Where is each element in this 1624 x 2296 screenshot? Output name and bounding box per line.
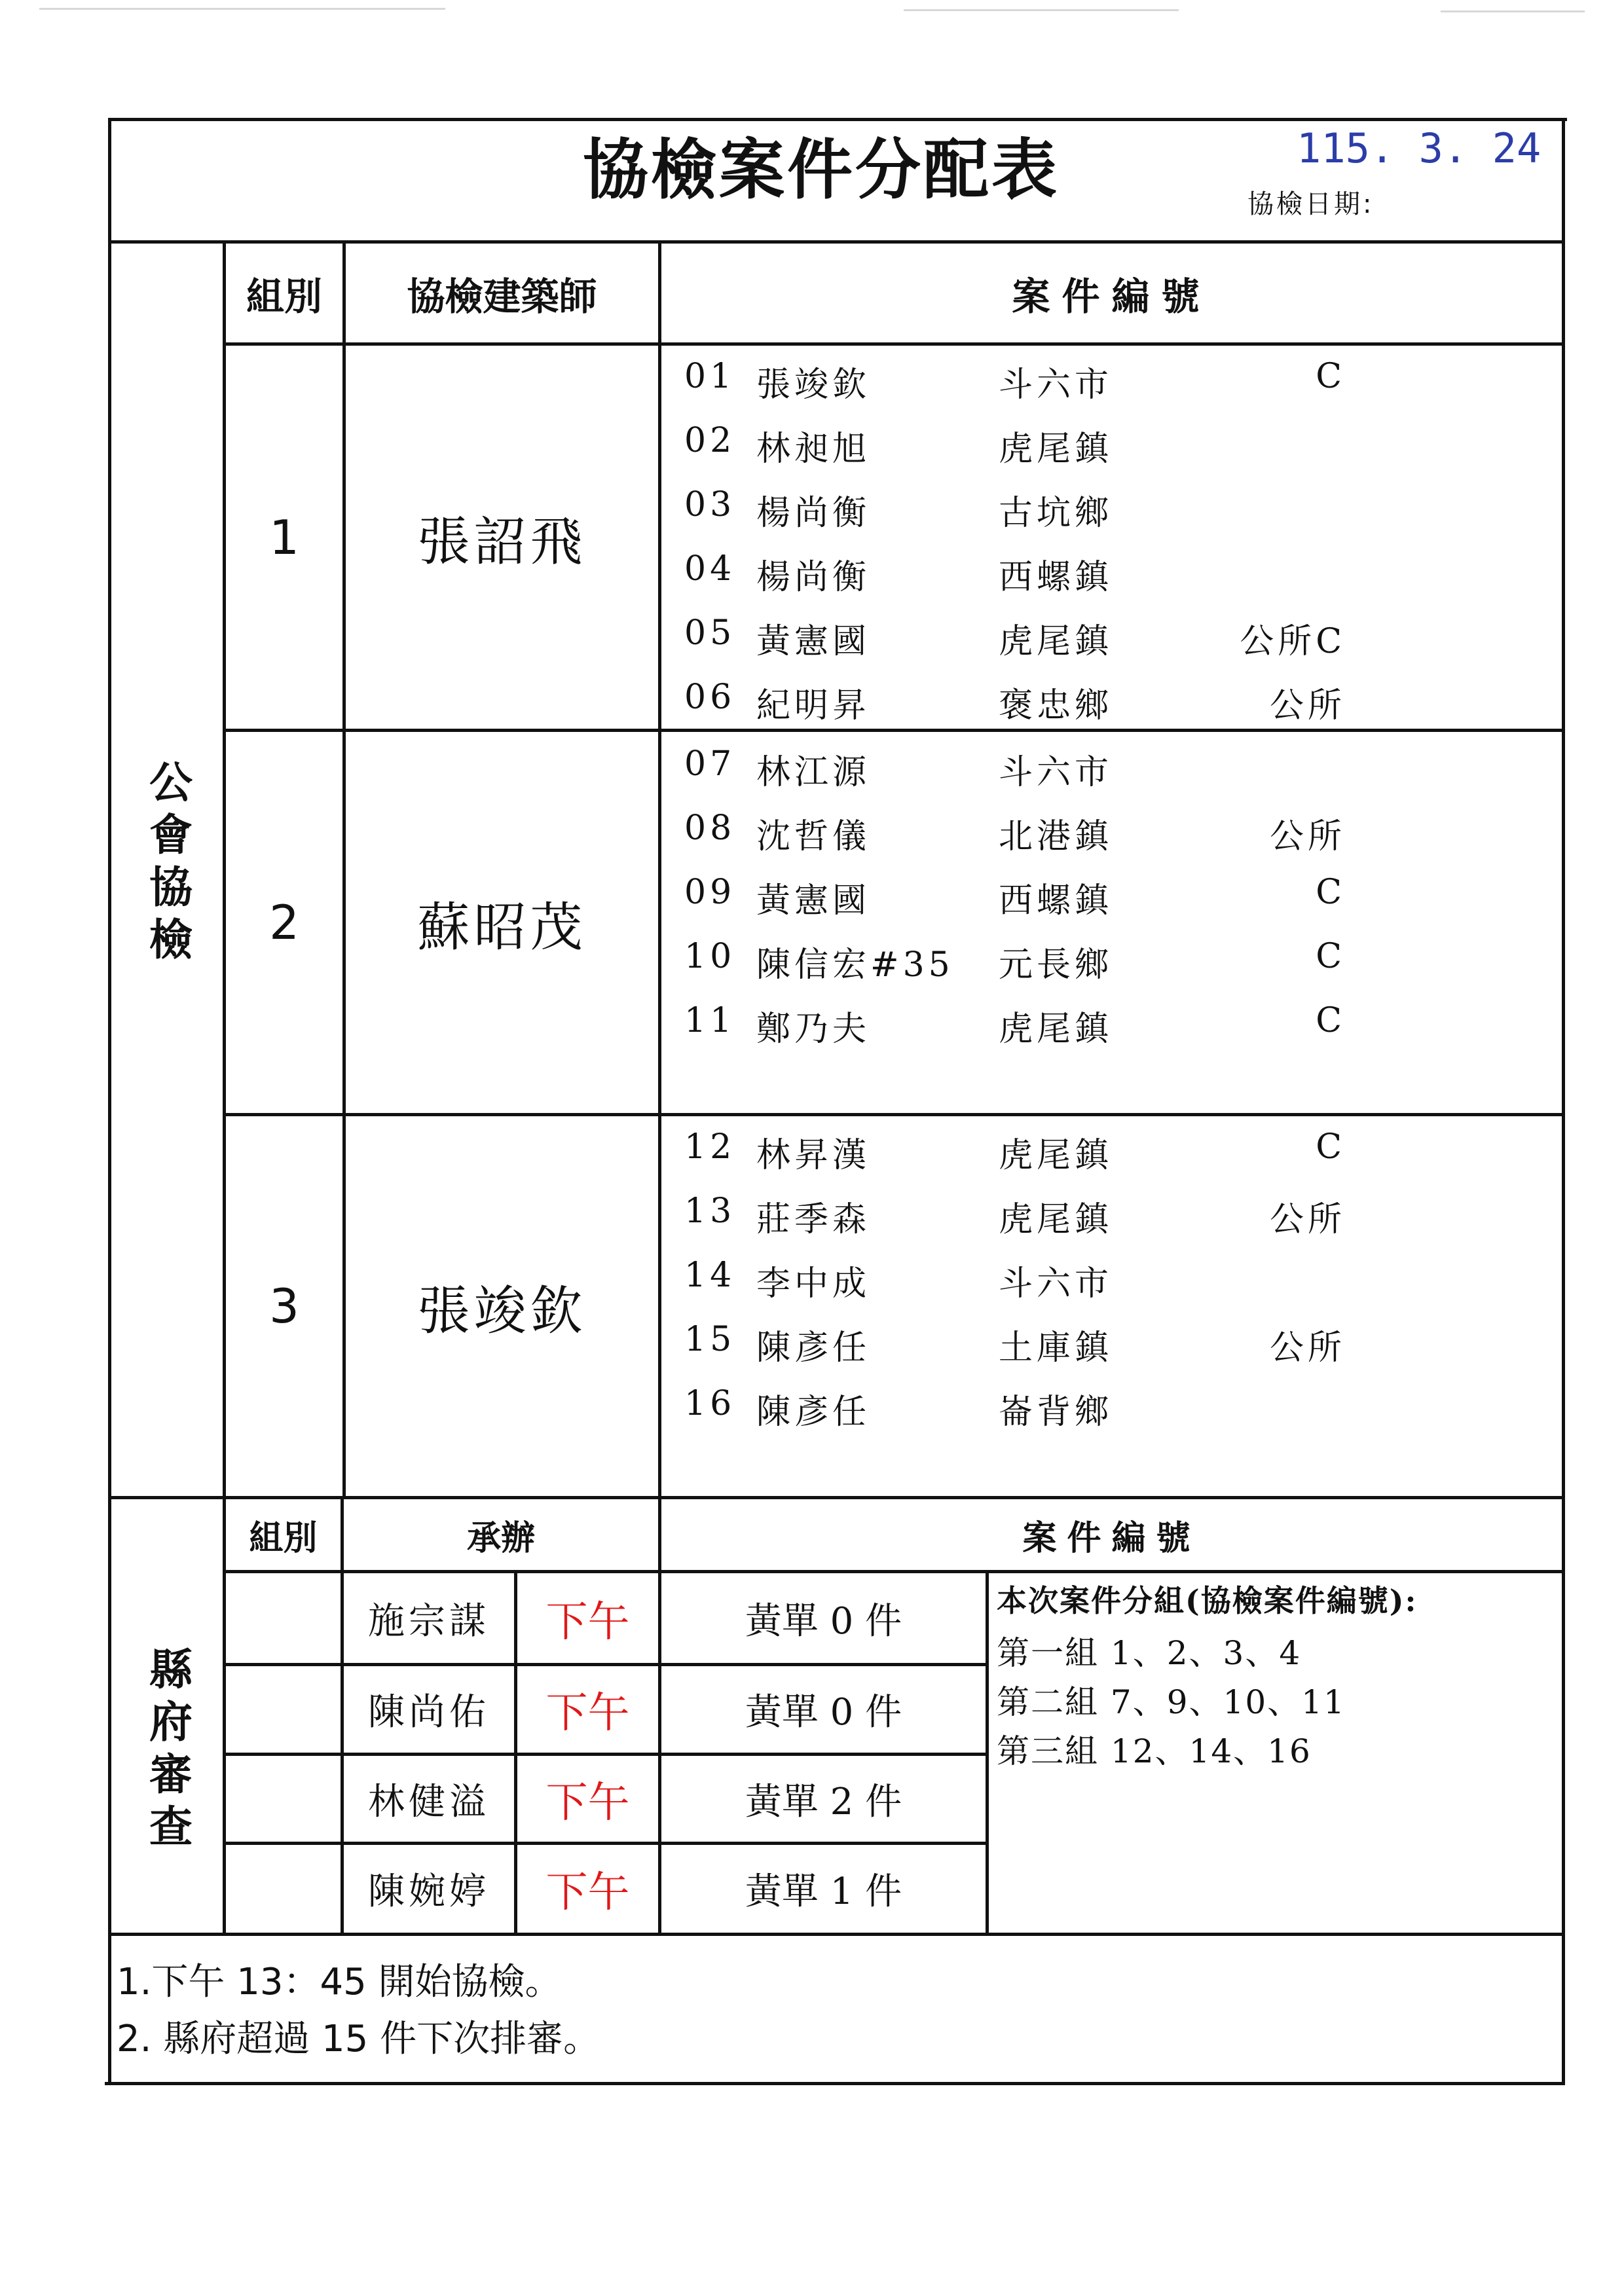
case-location: 北港鎮 [999, 817, 1113, 856]
case-location: 虎尾鎮 [999, 1136, 1113, 1175]
summary-line: 第一組 1、2、3、4 [997, 1634, 1302, 1672]
case-applicant: 林江源 [756, 753, 871, 792]
section1-label: 公會協檢 [141, 759, 193, 969]
case-number: 16 [684, 1384, 736, 1423]
case-note: 公所C [1240, 622, 1346, 661]
case-location: 斗六市 [999, 1264, 1113, 1303]
case-note: 公所 [1269, 817, 1346, 856]
case-number: 02 [684, 421, 736, 460]
case-number: 10 [684, 937, 736, 976]
case-note: 公所 [1269, 1200, 1346, 1239]
case-applicant: 陳彥任 [756, 1328, 871, 1368]
case-applicant: 李中成 [756, 1264, 871, 1303]
header-cases: 案件編號 [1012, 274, 1211, 319]
case-number: 01 [684, 357, 736, 396]
case-number: 04 [684, 549, 736, 589]
case-location: 褒忠鄉 [999, 686, 1113, 725]
case-note: C [1316, 357, 1346, 396]
case-applicant: 林昇漢 [756, 1136, 871, 1175]
case-list-group1 [684, 357, 1536, 742]
note-line: 2. 縣府超過 15 件下次排審。 [117, 2018, 600, 2060]
case-applicant: 陳信宏#35 [756, 945, 954, 985]
case-location: 古坑鄉 [999, 494, 1113, 533]
case-number: 06 [684, 678, 736, 717]
case-list-group3 [684, 1127, 1536, 1448]
case-row [684, 1001, 1536, 1065]
case-number: 11 [684, 1001, 736, 1040]
case-row [684, 357, 1536, 421]
section2-label: 縣府審查 [141, 1647, 193, 1856]
case-location: 虎尾鎮 [999, 1200, 1113, 1239]
case-row [684, 1192, 1536, 1256]
case-number: 03 [684, 485, 736, 524]
case-number: 07 [684, 744, 736, 784]
handler-time: 下午 [545, 1868, 630, 1917]
summary-title: 本次案件分組(協檢案件編號): [997, 1583, 1418, 1618]
group-architect: 張竣欽 [417, 1280, 587, 1341]
case-number: 09 [684, 873, 736, 912]
case-row [684, 485, 1536, 549]
yellow-count: 黃單 0 件 [745, 1599, 902, 1643]
header2-cases: 案件編號 [1022, 1518, 1201, 1558]
case-applicant: 林昶旭 [756, 429, 871, 469]
case-row [684, 1127, 1536, 1192]
case-number: 08 [684, 809, 736, 848]
handler-name: 陳尚佑 [368, 1691, 490, 1734]
handler-name: 施宗謀 [368, 1599, 490, 1643]
case-note: C [1316, 1127, 1346, 1167]
case-location: 虎尾鎮 [999, 429, 1113, 469]
case-location: 西螺鎮 [999, 881, 1113, 920]
case-location: 斗六市 [999, 753, 1113, 792]
case-row [684, 613, 1536, 678]
case-applicant: 沈哲儀 [756, 817, 871, 856]
case-location: 西螺鎮 [999, 558, 1113, 597]
case-applicant: 莊季森 [756, 1200, 871, 1239]
case-row [684, 421, 1536, 485]
case-note: 公所 [1269, 686, 1346, 725]
case-applicant: 楊尚衡 [756, 558, 871, 597]
case-number: 14 [684, 1256, 736, 1295]
case-applicant: 陳彥任 [756, 1393, 871, 1432]
case-location: 虎尾鎮 [999, 622, 1113, 661]
case-note: C [1316, 937, 1346, 976]
case-row [684, 809, 1536, 873]
case-note: C [1316, 873, 1346, 912]
case-applicant: 黃憲國 [756, 622, 871, 661]
summary-line: 第三組 12、14、16 [997, 1732, 1312, 1770]
date-stamp: 115. 3. 24 [1297, 124, 1541, 172]
case-row [684, 937, 1536, 1001]
group-number: 2 [269, 895, 299, 950]
handler-name: 陳婉婷 [368, 1870, 490, 1913]
group-number: 1 [269, 509, 299, 565]
case-number: 15 [684, 1320, 736, 1359]
header2-group: 組別 [249, 1518, 318, 1558]
header-group: 組別 [246, 274, 322, 319]
yellow-count: 黃單 1 件 [745, 1870, 902, 1913]
case-note: 公所 [1269, 1328, 1346, 1368]
handler-time: 下午 [545, 1597, 630, 1647]
yellow-count: 黃單 2 件 [745, 1780, 902, 1823]
yellow-count: 黃單 0 件 [745, 1691, 902, 1734]
case-applicant: 鄭乃夫 [756, 1010, 871, 1049]
case-row [684, 1384, 1536, 1448]
case-location: 元長鄉 [999, 945, 1113, 985]
page-title: 協檢案件分配表 [583, 132, 1060, 208]
case-row [684, 549, 1536, 613]
group-number: 3 [269, 1279, 299, 1334]
case-number: 12 [684, 1127, 736, 1167]
case-location: 土庫鎮 [999, 1328, 1113, 1368]
handler-name: 林健溢 [368, 1780, 490, 1823]
case-location: 崙背鄉 [999, 1393, 1113, 1432]
case-row [684, 1320, 1536, 1384]
case-note: C [1316, 1001, 1346, 1040]
case-applicant: 張竣欽 [756, 365, 871, 405]
case-applicant: 楊尚衡 [756, 494, 871, 533]
case-row [684, 744, 1536, 809]
case-location: 斗六市 [999, 365, 1113, 405]
note-line: 1.下午 13：45 開始協檢。 [117, 1961, 562, 2003]
handler-time: 下午 [545, 1689, 630, 1738]
summary-line: 第二組 7、9、10、11 [997, 1683, 1346, 1721]
header2-handler: 承辦 [466, 1518, 535, 1558]
case-number: 05 [684, 613, 736, 653]
case-applicant: 紀明昇 [756, 686, 871, 725]
date-label: 協檢日期: [1247, 189, 1375, 219]
group-architect: 張詔飛 [417, 511, 587, 572]
case-row [684, 873, 1536, 937]
handler-time: 下午 [545, 1778, 630, 1827]
case-list-group2 [684, 744, 1536, 1065]
case-row [684, 1256, 1536, 1320]
case-applicant: 黃憲國 [756, 881, 871, 920]
header-architect: 協檢建築師 [407, 274, 597, 319]
case-row [684, 678, 1536, 742]
group-architect: 蘇昭茂 [417, 896, 587, 958]
case-location: 虎尾鎮 [999, 1010, 1113, 1049]
case-number: 13 [684, 1192, 736, 1231]
